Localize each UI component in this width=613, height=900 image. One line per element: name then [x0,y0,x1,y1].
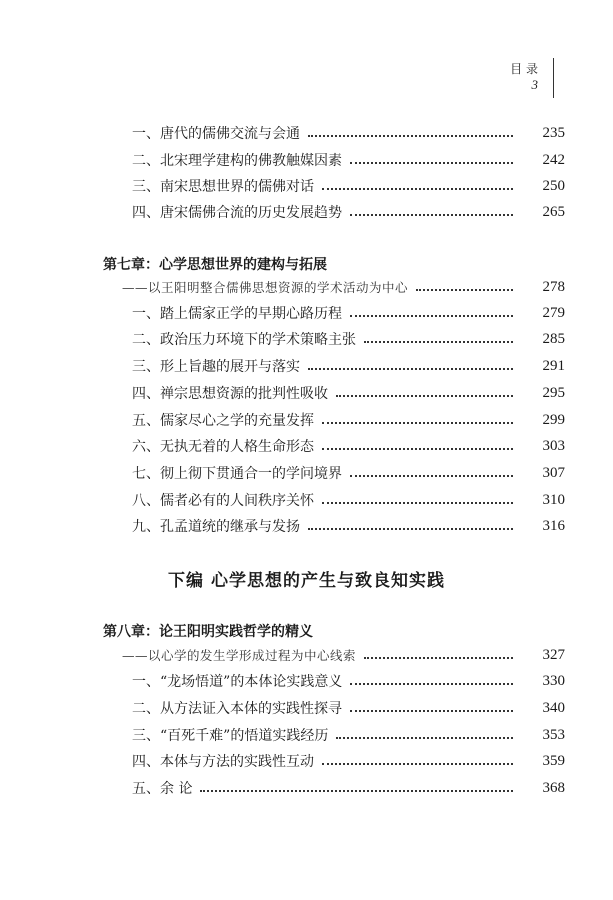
dot-leader [322,448,513,450]
toc-entry-page: 310 [542,491,565,508]
toc-entry[interactable] [0,724,613,746]
dot-leader [364,341,513,343]
dot-leader [322,763,513,765]
toc-subtitle-label: ——以王阳明整合儒佛思想资源的学术活动为中心 [122,280,409,295]
toc-entry-label: 一、踏上儒家正学的早期心路历程 [132,306,342,322]
toc-entry-label: 二、政治压力环境下的学术策略主张 [132,332,356,348]
toc-entry-page: 278 [542,278,565,295]
running-header-title: 目 录 [510,62,538,76]
toc-entry-page: 359 [542,752,565,769]
toc-entry-page: 279 [542,304,565,321]
toc-entry-page: 368 [542,779,565,796]
toc-entry-page: 295 [542,384,565,401]
toc-entry[interactable] [0,489,613,511]
toc-entry[interactable] [0,777,613,799]
toc-entry-label: 四、唐宋儒佛合流的历史发展趋势 [132,205,342,221]
dot-leader [308,135,513,137]
toc-entry[interactable] [0,201,613,223]
dot-leader [336,737,513,739]
toc-entry[interactable] [0,435,613,457]
dot-leader [350,214,513,216]
toc-entry-page: 327 [542,646,565,663]
toc-entry-page: 242 [542,151,565,168]
toc-entry[interactable] [0,355,613,377]
toc-entry-label: 三、形上旨趣的展开与落实 [132,359,300,375]
toc-entry[interactable] [0,382,613,404]
toc-entry-label: 一、“龙场悟道”的本体论实践意义 [132,674,343,690]
toc-entry-page: 250 [542,177,565,194]
toc-entry-page: 291 [542,357,565,374]
dot-leader [322,502,513,504]
toc-entry-label: 一、唐代的儒佛交流与会通 [132,126,300,142]
toc-entry-page: 316 [542,517,565,534]
dot-leader [322,422,513,424]
toc-entry-label: 四、本体与方法的实践性互动 [132,754,314,770]
dot-leader [350,162,513,164]
toc-entry-label: 七、彻上彻下贯通合一的学问境界 [132,466,342,482]
toc-entry[interactable] [0,122,613,144]
dot-leader [308,368,513,370]
dot-leader [350,710,513,712]
part-heading[interactable]: 下编 心学思想的产生与致良知实践 [168,571,445,591]
toc-entry-page: 265 [542,203,565,220]
toc-entry[interactable] [0,409,613,431]
toc-entry-label: 三、南宋思想世界的儒佛对话 [132,179,314,195]
toc-entry-label: 二、北宋理学建构的佛教触媒因素 [132,153,342,169]
toc-entry-label: 六、无执无着的人格生命形态 [132,439,314,455]
dot-leader [364,657,513,659]
dot-leader [308,528,513,530]
toc-entry-label: 五、儒家尽心之学的充量发挥 [132,413,314,429]
toc-entry-page: 307 [542,464,565,481]
toc-entry-label: 九、孔孟道统的继承与发扬 [132,519,300,535]
toc-entry[interactable] [0,750,613,772]
toc-entry[interactable] [0,149,613,171]
toc-entry-label: 二、从方法证入本体的实践性探寻 [132,701,342,717]
dot-leader [322,188,513,190]
toc-entry-page: 330 [542,672,565,689]
toc-entry-label: 八、儒者必有的人间秩序关怀 [132,493,314,509]
dot-leader [200,790,513,792]
toc-entry-page: 353 [542,726,565,743]
dot-leader [336,395,513,397]
toc-entry-page: 303 [542,437,565,454]
toc-entry-page: 340 [542,699,565,716]
dot-leader [350,315,513,317]
chapter-heading[interactable]: 第七章：心学思想世界的建构与拓展 [103,257,327,273]
dot-leader [416,289,513,291]
toc-entry-label: 三、“百死千难”的悟道实践经历 [132,728,329,744]
toc-entry-page: 235 [542,124,565,141]
toc-entry[interactable] [0,515,613,537]
toc-entry-label: 四、禅宗思想资源的批判性吸收 [132,386,328,402]
dot-leader [350,475,513,477]
dot-leader [350,683,513,685]
toc-entry[interactable] [0,328,613,350]
toc-entry-label: 五、余 论 [132,781,193,797]
toc-subtitle[interactable] [0,644,613,666]
toc-entry-page: 285 [542,330,565,347]
toc-entry[interactable] [0,462,613,484]
toc-entry[interactable] [0,697,613,719]
toc-entry[interactable] [0,175,613,197]
chapter-heading[interactable]: 第八章：论王阳明实践哲学的精义 [103,624,313,640]
toc-subtitle[interactable] [0,276,613,298]
toc-entry[interactable] [0,302,613,324]
page-number: 3 [531,77,538,92]
toc-subtitle-label: ——以心学的发生学形成过程为中心线索 [122,648,357,663]
toc-entry[interactable] [0,670,613,692]
toc-entry-page: 299 [542,411,565,428]
